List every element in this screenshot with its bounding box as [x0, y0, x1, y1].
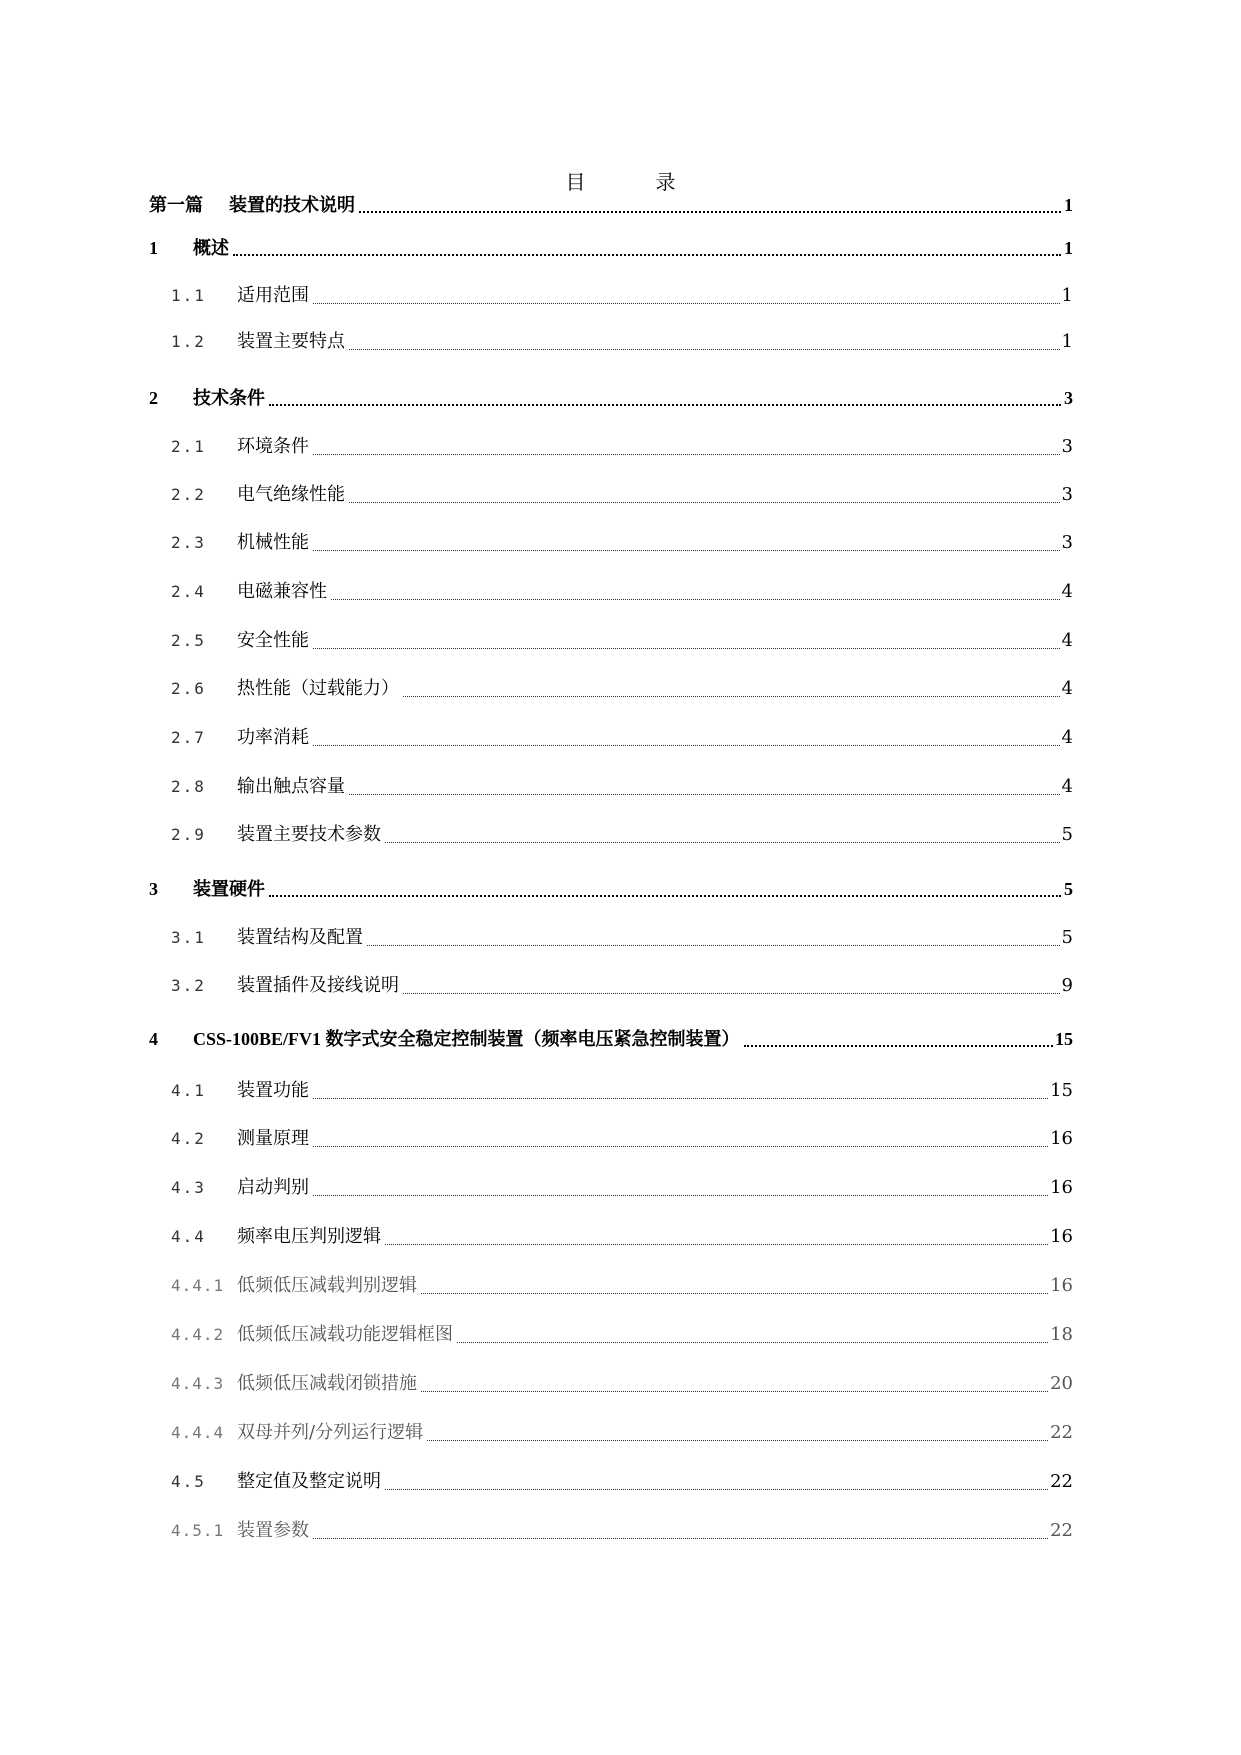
toc-entry-page: 5 — [1064, 879, 1073, 899]
toc-entry-label: 适用范围 — [237, 285, 309, 306]
toc-entry-page: 16 — [1050, 1177, 1073, 1198]
dot-leader — [403, 676, 1060, 697]
toc-entry-4-4[interactable] — [149, 1222, 1073, 1248]
toc-entry-page: 22 — [1050, 1471, 1073, 1492]
toc-entry-label: 测量原理 — [237, 1128, 309, 1149]
toc-entry-label: 低频低压减载闭锁措施 — [237, 1373, 417, 1394]
toc-entry-page: 3 — [1061, 484, 1073, 505]
toc-entry-number: 4 — [149, 1029, 158, 1049]
toc-entry-page: 1 — [1061, 331, 1073, 352]
toc-entry-label: 概述 — [193, 238, 229, 258]
dot-leader — [313, 1518, 1048, 1539]
dot-leader — [744, 1025, 1053, 1047]
toc-entry-number: 1.2 — [171, 332, 206, 351]
toc-entry-label: 装置参数 — [237, 1520, 309, 1541]
toc-entry-4-4-1[interactable] — [149, 1271, 1073, 1297]
toc-entry-label: 安全性能 — [237, 630, 309, 651]
toc-entry-label: 技术条件 — [193, 388, 265, 408]
toc-entry-page: 16 — [1050, 1128, 1073, 1149]
toc-entry-page: 4 — [1061, 678, 1073, 699]
dot-leader — [457, 1322, 1048, 1343]
toc-entry-part-1[interactable] — [149, 190, 1073, 216]
dot-leader — [385, 1224, 1048, 1245]
toc-entry-label: 双母并列/分列运行逻辑 — [237, 1422, 424, 1443]
toc-entry-label: 装置硬件 — [193, 879, 265, 899]
toc-entry-page: 3 — [1064, 388, 1073, 408]
toc-entry-number: 2.1 — [171, 437, 206, 456]
toc-entry-number: 4.2 — [171, 1129, 206, 1148]
toc-entry-number: 4.4.3 — [171, 1374, 225, 1393]
dot-leader — [349, 329, 1060, 350]
dot-leader — [367, 925, 1060, 946]
toc-entry-label: 频率电压判别逻辑 — [237, 1226, 381, 1247]
toc-entry-4-2[interactable] — [149, 1124, 1073, 1150]
toc-entry-page: 3 — [1061, 532, 1073, 553]
toc-entry-label: CSS-100BE/FV1 数字式安全稳定控制装置（频率电压紧急控制装置） — [193, 1029, 740, 1049]
toc-entry-number: 4.3 — [171, 1178, 206, 1197]
toc-entry-4-5[interactable] — [149, 1467, 1073, 1493]
toc-entry-page: 22 — [1050, 1520, 1073, 1541]
dot-leader — [313, 434, 1060, 455]
toc-entry-number: 1 — [149, 238, 158, 258]
toc-entry-2-6[interactable] — [149, 674, 1073, 700]
toc-entry-2-9[interactable] — [149, 820, 1073, 846]
dot-leader — [385, 1469, 1048, 1490]
toc-entry-number: 4.1 — [171, 1081, 206, 1100]
toc-entry-2-5[interactable] — [149, 626, 1073, 652]
toc-entry-4-5-1[interactable] — [149, 1516, 1073, 1542]
dot-leader — [349, 774, 1060, 795]
toc-entry-3[interactable] — [149, 874, 1073, 900]
toc-title-char-2: 录 — [655, 170, 676, 194]
toc-entry-number: 2.6 — [171, 679, 206, 698]
dot-leader — [359, 191, 1061, 213]
toc-entry-number: 4.4.4 — [171, 1423, 225, 1442]
toc-entry-label: 电磁兼容性 — [237, 581, 327, 602]
toc-entry-number: 2.5 — [171, 631, 206, 650]
toc-entry-page: 20 — [1050, 1373, 1073, 1394]
toc-entry-number: 4.4.1 — [171, 1276, 225, 1295]
toc-entry-number: 2.8 — [171, 777, 206, 796]
toc-entry-label: 装置主要技术参数 — [237, 824, 381, 845]
dot-leader — [349, 482, 1060, 503]
dot-leader — [313, 283, 1060, 304]
toc-entry-4-4-2[interactable] — [149, 1320, 1073, 1346]
toc-entry-2-4[interactable] — [149, 577, 1073, 603]
toc-entry-label: 装置主要特点 — [237, 331, 345, 352]
toc-entry-label: 电气绝缘性能 — [237, 484, 345, 505]
toc-entry-page: 16 — [1050, 1275, 1073, 1296]
toc-entry-label: 热性能（过载能力） — [237, 678, 399, 699]
toc-entry-page: 1 — [1061, 285, 1073, 306]
toc-entry-number: 2.9 — [171, 825, 206, 844]
toc-entry-2-8[interactable] — [149, 772, 1073, 798]
toc-entry-label: 装置的技术说明 — [229, 195, 355, 215]
dot-leader — [269, 875, 1061, 897]
toc-entry-number: 3.2 — [171, 976, 206, 995]
toc-entry-page: 16 — [1050, 1226, 1073, 1247]
dot-leader — [421, 1273, 1048, 1294]
toc-entry-label: 功率消耗 — [237, 727, 309, 748]
toc-entry-label: 启动判别 — [237, 1177, 309, 1198]
toc-entry-number: 2.7 — [171, 728, 206, 747]
toc-entry-page: 5 — [1061, 927, 1073, 948]
dot-leader — [313, 1078, 1048, 1099]
dot-leader — [421, 1371, 1048, 1392]
toc-entry-number: 1.1 — [171, 286, 206, 305]
toc-entry-label: 低频低压减载功能逻辑框图 — [237, 1324, 453, 1345]
toc-entry-number: 2 — [149, 388, 158, 408]
toc-entry-number: 3.1 — [171, 928, 206, 947]
dot-leader — [385, 822, 1060, 843]
toc-entry-page: 15 — [1055, 1029, 1073, 1049]
dot-leader — [313, 1126, 1048, 1147]
dot-leader — [269, 384, 1061, 406]
toc-entry-2-7[interactable] — [149, 723, 1073, 749]
dot-leader — [313, 1175, 1048, 1196]
toc-entry-label: 输出触点容量 — [237, 776, 345, 797]
toc-entry-number: 3 — [149, 879, 158, 899]
toc-entry-2[interactable] — [149, 383, 1073, 409]
dot-leader — [331, 579, 1060, 600]
toc-entry-1-1[interactable] — [149, 281, 1073, 307]
toc-entry-page: 4 — [1061, 630, 1073, 651]
dot-leader — [233, 234, 1061, 256]
toc-entry-3-1[interactable] — [149, 923, 1073, 949]
toc-entry-label: 低频低压减载判别逻辑 — [237, 1275, 417, 1296]
toc-entry-2-2[interactable] — [149, 480, 1073, 506]
dot-leader — [313, 725, 1060, 746]
toc-entry-number: 4.4 — [171, 1227, 206, 1246]
toc-entry-4-3[interactable] — [149, 1173, 1073, 1199]
toc-entry-page: 15 — [1050, 1080, 1073, 1101]
toc-entry-label: 装置插件及接线说明 — [237, 975, 399, 996]
toc-entry-label: 环境条件 — [237, 436, 309, 457]
toc-entry-3-2[interactable] — [149, 971, 1073, 997]
toc-entry-page: 1 — [1064, 195, 1073, 215]
toc-entry-page: 4 — [1061, 776, 1073, 797]
toc-entry-4-1[interactable] — [149, 1076, 1073, 1102]
toc-title-char-1: 目 — [565, 170, 586, 194]
toc-entry-page: 4 — [1061, 581, 1073, 602]
toc-entry-label: 装置功能 — [237, 1080, 309, 1101]
toc-entry-page: 3 — [1061, 436, 1073, 457]
toc-entry-1-2[interactable] — [149, 327, 1073, 353]
toc-entry-4-4-4[interactable] — [149, 1418, 1073, 1444]
toc-entry-page: 9 — [1061, 975, 1073, 996]
toc-entry-2-1[interactable] — [149, 432, 1073, 458]
toc-entry-4-4-3[interactable] — [149, 1369, 1073, 1395]
toc-entry-label: 装置结构及配置 — [237, 927, 363, 948]
toc-entry-number: 2.2 — [171, 485, 206, 504]
dot-leader — [427, 1420, 1048, 1441]
toc-entry-number: 4.5.1 — [171, 1521, 225, 1540]
dot-leader — [313, 628, 1060, 649]
dot-leader — [313, 530, 1060, 551]
toc-entry-number: 第一篇 — [149, 195, 203, 215]
toc-entry-label: 机械性能 — [237, 532, 309, 553]
toc-entry-number: 2.3 — [171, 533, 206, 552]
toc-entry-number: 2.4 — [171, 582, 206, 601]
toc-entry-page: 22 — [1050, 1422, 1073, 1443]
toc-entry-4[interactable] — [149, 1024, 1073, 1050]
toc-entry-number: 4.4.2 — [171, 1325, 225, 1344]
toc-entry-page: 4 — [1061, 727, 1073, 748]
toc-entry-page: 18 — [1050, 1324, 1073, 1345]
dot-leader — [403, 973, 1060, 994]
toc-entry-label: 整定值及整定说明 — [237, 1471, 381, 1492]
toc-entry-1[interactable] — [149, 233, 1073, 259]
toc-entry-page: 5 — [1061, 824, 1073, 845]
toc-entry-number: 4.5 — [171, 1472, 206, 1491]
toc-entry-2-3[interactable] — [149, 528, 1073, 554]
toc-entry-page: 1 — [1064, 238, 1073, 258]
